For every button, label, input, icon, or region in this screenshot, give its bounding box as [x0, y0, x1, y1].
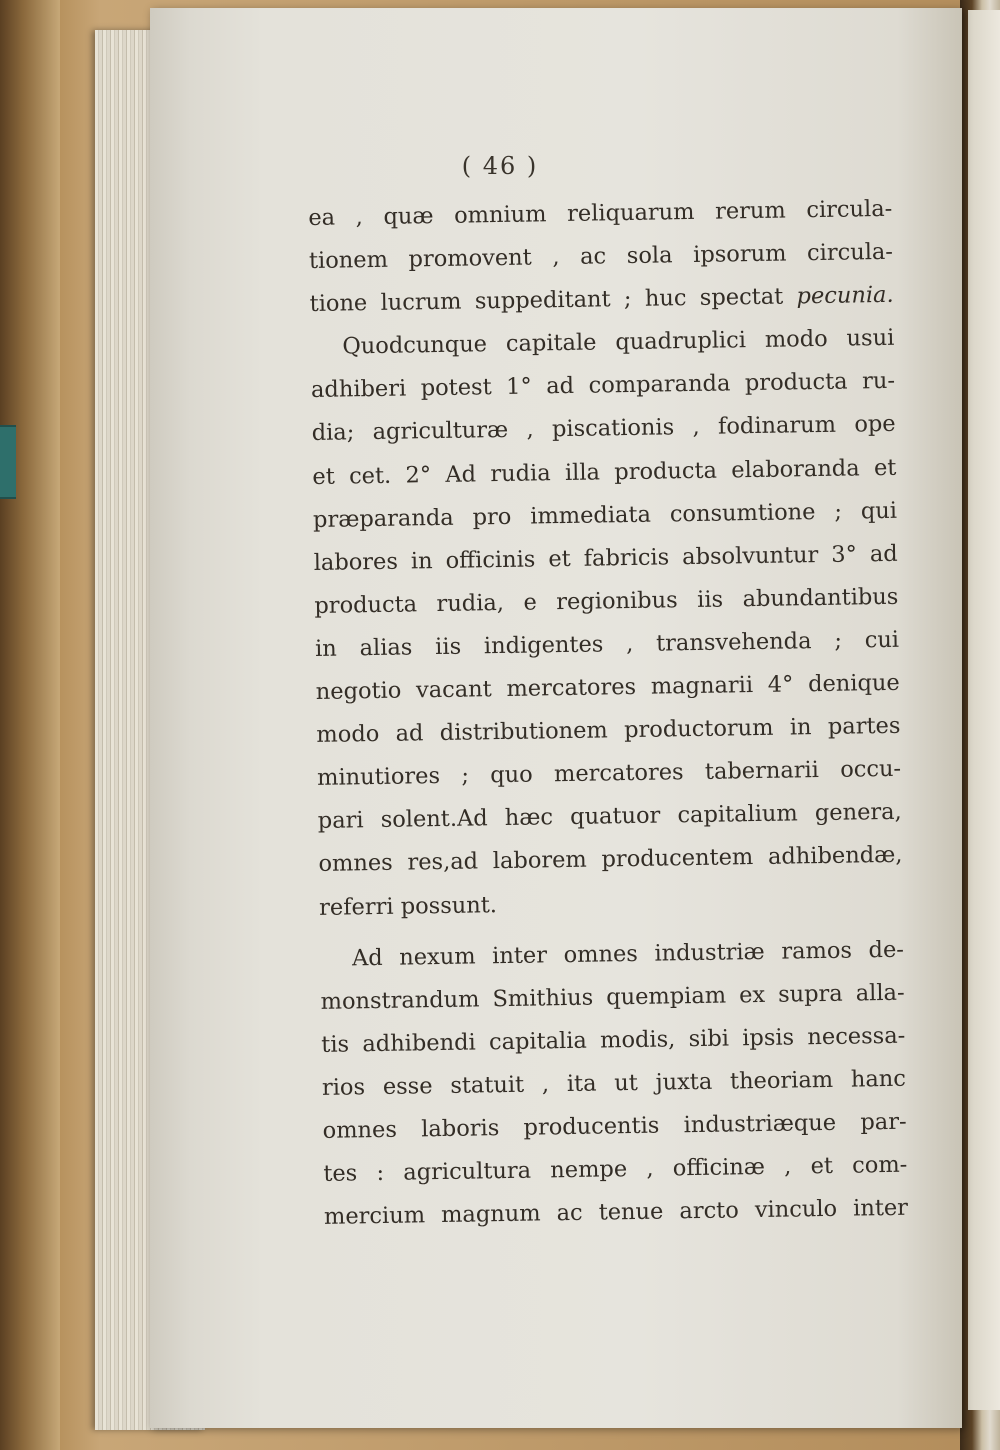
paragraph-end-line: referri possunt.: [318, 891, 498, 921]
italic-term: pecunia.: [796, 282, 894, 310]
cover-ribbon-tab: [0, 425, 16, 499]
text-line: tes : agricultura nempe , officinæ , et com-: [323, 1151, 908, 1187]
text-line: negotio vacant mercatores magnarii 4° denique: [315, 669, 900, 705]
text-line: adhiberi potest 1° ad comparanda producta ru-: [310, 368, 896, 404]
paragraph-start-line: Ad nexum inter omnes industriæ ramos de-: [351, 936, 905, 971]
text-line: producta rudia, e regionibus iis abundantibus: [314, 583, 899, 619]
paragraph-start-line: Quodcunque capitale quadruplici modo usui: [342, 325, 895, 360]
text-line: præparanda pro immediata consumtione ; qui: [312, 497, 898, 533]
text-line: mercium magnum ac tenue arcto vinculo inter: [323, 1194, 909, 1231]
book-cover-left: [0, 0, 60, 1450]
text-line: minutiores ; quo mercatores tabernarii occu-: [316, 755, 902, 792]
page-number: ( 46 ): [461, 152, 539, 180]
text-line-span: tione lucrum suppeditant ; huc spectat: [309, 283, 784, 318]
text-line: pari solent.Ad hæc quatuor capitalium genera,: [317, 799, 902, 835]
facing-page-edge: [968, 10, 1000, 1410]
text-line: tis adhibendi capitalia modis, sibi ipsis necessa-: [321, 1022, 906, 1058]
text-line: omnes laboris producentis industriæque par-: [322, 1108, 907, 1144]
text-line: et cet. 2° Ad rudia illa producta elaboranda et: [312, 454, 897, 490]
text-line: in alias iis indigentes , transvehenda ; cui: [314, 626, 900, 662]
text-line: monstrandum Smithius quempiam ex supra alla-: [320, 979, 905, 1015]
text-line: rios esse statuit , ita ut juxta theoriam hanc: [321, 1065, 907, 1101]
text-line: tionem promovent , ac sola ipsorum circula-: [308, 238, 894, 275]
text-line: ea , quæ omnium reliquarum rerum circula-: [308, 195, 893, 231]
page-body-text: [308, 188, 908, 1239]
text-line: labores in officinis et fabricis absolvuntur 3° ad: [313, 540, 898, 576]
text-line: modo ad distributionem productorum in partes: [316, 712, 901, 749]
text-line: dia; agriculturæ , piscationis , fodinarum ope: [311, 411, 896, 447]
text-line: omnes res,ad laborem producentem adhibendæ,: [318, 842, 903, 878]
